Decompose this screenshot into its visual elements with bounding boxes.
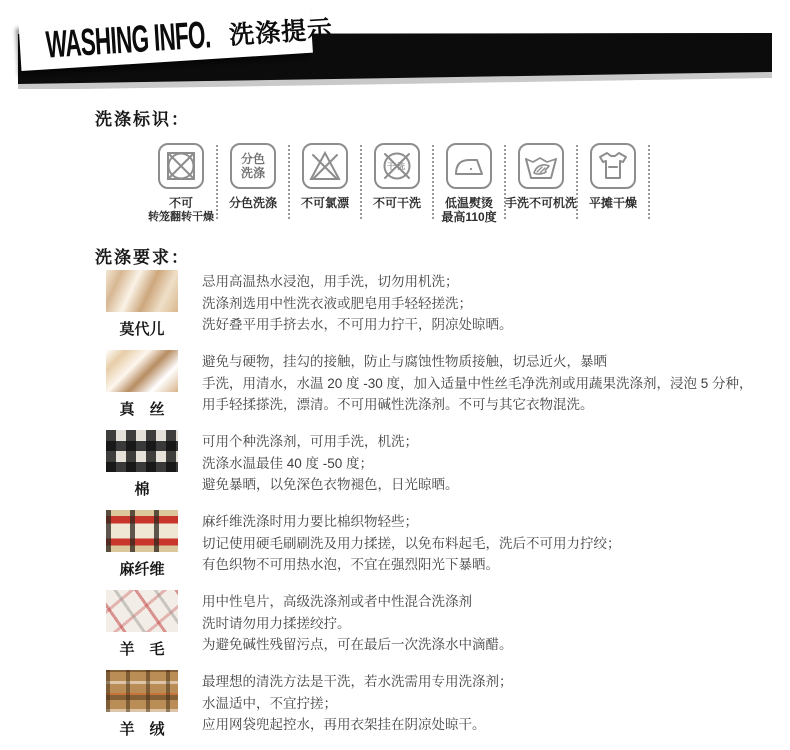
symbol-label: 低温熨烫 最高110度	[441, 196, 497, 224]
svg-text:干洗: 干洗	[387, 162, 407, 171]
fabric-name: 麻纤维	[119, 561, 165, 578]
page-title-cn: 洗涤提示	[228, 15, 334, 50]
symbol-label: 分色洗涤	[228, 196, 277, 210]
fabric-name: 羊 毛	[119, 641, 165, 658]
wool-fabric-swatch	[106, 590, 178, 632]
cotton-fabric-swatch	[106, 430, 178, 472]
fabric-name: 莫代儿	[119, 321, 165, 338]
fabric-care-text: 可用个种洗涤剂，可用手洗，机洗； 洗涤水温最佳 40 度 -50 度； 避免暴晒，以免深色衣物褪色，日光晾晒。	[202, 434, 459, 492]
low-temp-iron-icon	[446, 143, 492, 189]
fabric-row-cashmere	[98, 670, 778, 739]
dotted-separator	[648, 145, 650, 219]
symbol-flat-dry	[578, 143, 648, 210]
fabric-name: 羊 绒	[119, 721, 165, 738]
fabric-care-text: 最理想的清洗方法是干洗，若水洗需用专用洗涤剂； 水温适中，不宜拧搓； 应用网袋兜起控水，再用衣架挂在阴凉处晾干。	[202, 674, 513, 732]
symbol-label: 手洗不可机洗	[505, 196, 578, 210]
symbol-label: 平摊干燥	[588, 196, 637, 210]
symbol-hand-wash	[506, 143, 576, 210]
fabric-care-text: 麻纤维洗涤时用力要比棉织物轻些； 切记使用硬毛刷刷洗及用力揉搓，以免布料起毛，洗后不可用力拧绞； 有色织物不可用热水泡，不宜在强烈阳光下暴晒。	[202, 514, 621, 572]
symbol-no-bleach	[290, 143, 360, 210]
silk-fabric-swatch	[106, 350, 178, 392]
symbol-sort-colors	[218, 143, 288, 210]
no-bleach-icon	[302, 143, 348, 189]
fabric-row-modal	[98, 270, 778, 339]
symbol-label: 不可 转笼翻转干燥	[148, 196, 214, 223]
page-title-en: WASHING INFO.	[44, 13, 212, 67]
fabric-row-wool	[98, 590, 778, 659]
fabric-care-text: 忌用高温热水浸泡，用手洗，切勿用机洗； 洗涤剂选用中性洗衣液或肥皂用手轻轻搓洗； 洗好叠平用手挤去水，不可用力拧干，阴凉处晾晒。	[202, 274, 513, 332]
hand-wash-icon	[518, 143, 564, 189]
fabric-care-text: 用中性皂片，高级洗涤剂或者中性混合洗涤剂 洗时请勿用力揉搓绞拧。 为避免碱性残留污点，可在最后一次洗涤水中滴醋。	[202, 594, 513, 652]
no-tumble-dry-icon	[158, 143, 204, 189]
cashmere-fabric-swatch	[106, 670, 178, 712]
fabric-row-cotton	[98, 430, 778, 499]
symbol-no-dry-clean	[362, 143, 432, 210]
requirements-section-heading: 洗涤要求：	[95, 248, 190, 267]
symbol-label: 不可氯漂	[300, 196, 349, 210]
sort-colors-icon: 分色 洗涤	[230, 143, 276, 189]
fabric-care-list	[98, 270, 778, 750]
symbol-low-temp-iron	[434, 143, 504, 224]
fabric-row-linen	[98, 510, 778, 579]
symbol-no-tumble-dry	[146, 143, 216, 224]
fabric-name: 真 丝	[119, 401, 165, 418]
linen-fabric-swatch	[106, 510, 178, 552]
washing-symbols-row	[146, 143, 650, 224]
fabric-row-silk	[98, 350, 778, 419]
fabric-care-text: 避免与硬物，挂勾的接触，防止与腐蚀性物质接触，切忌近火，暴晒 手洗，用清水，水温 20 度 -30 度，加入适量中性丝毛净洗剂或用蔬果洗涤剂，浸泡 5 分种， 用手轻揉搽洗，漂清。不可用碱性洗涤剂。不可与其它衣物混洗。	[202, 354, 753, 412]
fabric-name: 棉	[134, 481, 150, 498]
no-dry-clean-icon	[374, 143, 420, 189]
modal-fabric-swatch	[106, 270, 178, 312]
symbol-label: 不可干洗	[372, 196, 421, 210]
symbols-section-heading: 洗涤标识：	[95, 110, 190, 129]
flat-dry-icon	[590, 143, 636, 189]
